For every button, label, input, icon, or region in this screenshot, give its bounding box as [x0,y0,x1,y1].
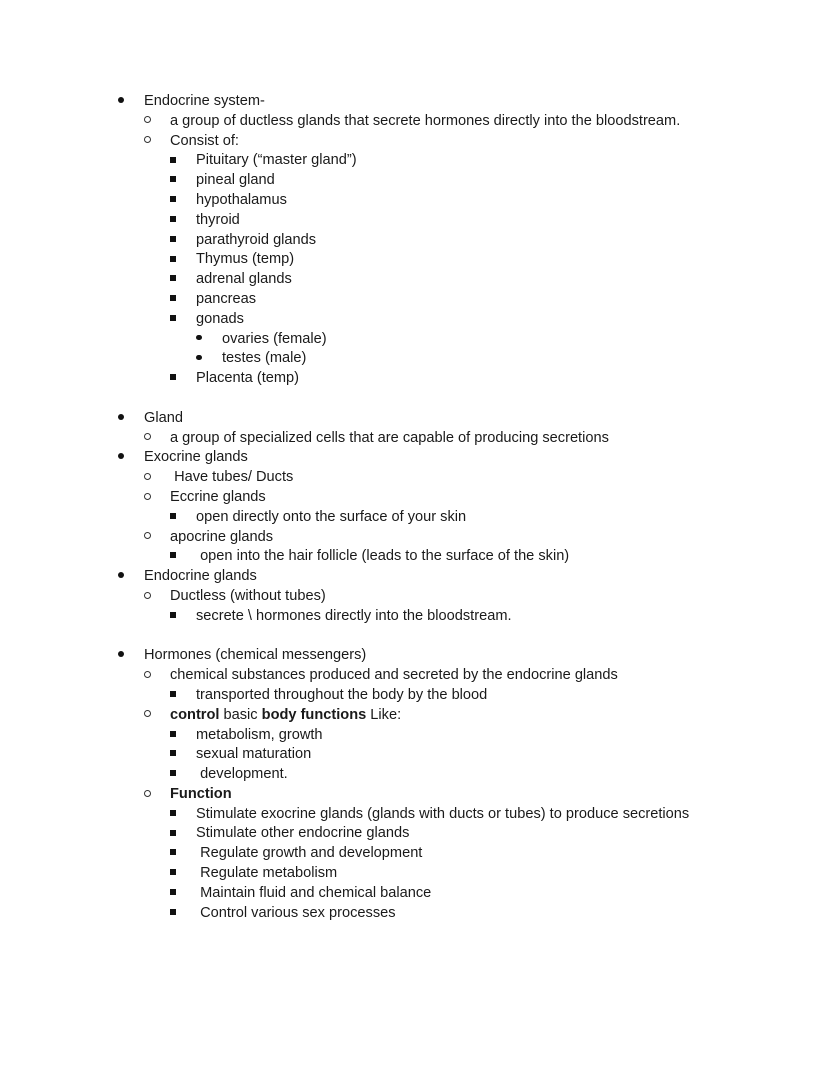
list-item-label: metabolism, growth [196,726,323,743]
list-item-ovaries [196,330,738,350]
list-item-testes [196,349,738,369]
list-item-label: hypothalamus [196,191,287,208]
list-item-label: testes (male) [222,350,307,367]
bullet-square-icon [170,824,190,844]
bullet-circle-icon [144,528,164,548]
sublist-endocrine-system [144,112,738,389]
list-item-adrenal-glands [170,270,738,290]
bullet-square-icon [170,171,190,191]
bullet-square-icon [170,508,190,528]
list-item-stimulate-exocrine [170,805,738,825]
list-item-label: secrete \ hormones directly into the bloodstream. [196,607,512,624]
list-item-placenta [170,369,738,389]
list-item-label: pancreas [196,290,257,307]
list-item-label: Stimulate exocrine glands (glands with ducts or tubes) to produce secretions [196,805,690,822]
list-item-label: ovaries (female) [222,330,327,347]
sublist-endocrine-glands [144,587,738,627]
bullet-square-icon [170,231,190,251]
list-item-gonads [170,310,738,369]
list-item-label: Hormones (chemical messengers) [144,647,367,664]
list-item-label: Eccrine glands [170,488,266,505]
list-item-label: adrenal glands [196,271,292,288]
list-item-label: Regulate metabolism [196,865,338,882]
bullet-circle-icon [144,429,164,449]
bullet-circle-icon [144,112,164,132]
list-item-pituitary [170,151,738,171]
bullet-square-icon [170,726,190,746]
bullet-circle-icon [144,587,164,607]
bullet-square-icon [170,290,190,310]
list-item-thymus [170,250,738,270]
sublist-hormones-definition [170,686,738,706]
list-item-label: transported throughout the body by the blood [196,686,488,703]
sublist-glands [170,151,738,389]
bullet-disc-icon [118,567,138,587]
list-item-endocrine-definition [144,112,738,132]
list-item-function [144,785,738,924]
bullet-square-icon [170,805,190,825]
list-item-label: Have tubes/ Ducts [170,469,294,486]
list-item-label: Regulate growth and development [196,845,423,862]
bullet-circle-icon [144,468,164,488]
list-item-label: Thymus (temp) [196,251,295,268]
sublist-exocrine-glands [144,468,738,567]
list-item-label: Stimulate other endocrine glands [196,825,410,842]
list-item-label: chemical substances produced and secreted by the endocrine glands [170,667,618,684]
outline-root [118,92,738,923]
list-item-thyroid [170,211,738,231]
bullet-square-icon [170,844,190,864]
bullet-disc-icon [118,92,138,112]
list-item-ductless-detail [170,607,738,627]
list-item-eccrine-detail [170,508,738,528]
bullet-disc-icon [118,409,138,429]
bullet-circle-icon [144,132,164,152]
bullet-square-icon [170,250,190,270]
list-item-label: control basic body functions Like: [170,706,402,723]
list-item-metabolism-growth [170,726,738,746]
sublist-control-items [170,726,738,785]
list-item-exocrine-glands [118,448,738,567]
list-item-consist-of [144,132,738,389]
list-item-control-body-functions [144,706,738,785]
list-item-label: thyroid [196,211,240,228]
bullet-square-icon [170,310,190,330]
list-item-label: parathyroid glands [196,231,317,248]
list-item-stimulate-endocrine [170,824,738,844]
list-item-endocrine-glands [118,567,738,626]
sublist-gland [144,429,738,449]
bullet-square-icon [170,211,190,231]
list-item-label: Gland [144,409,183,426]
list-item-apocrine-glands [144,528,738,568]
list-item-hormones [118,646,738,923]
bullet-disc-icon [118,448,138,468]
list-item-development [170,765,738,785]
bullet-square-icon [170,884,190,904]
sublist-apocrine-glands [170,547,738,567]
list-item-gland [118,409,738,449]
bullet-circle-icon [144,666,164,686]
bullet-square-icon [170,607,190,627]
list-item-label: pineal gland [196,172,275,189]
sublist-gonads [196,330,738,370]
bullet-disc-icon [118,646,138,666]
bullet-square-icon [170,369,190,389]
document-body [118,92,738,923]
list-item-label: development. [196,766,288,783]
list-item-gland-definition [144,429,738,449]
list-item-label: Consist of: [170,132,239,149]
list-item-regulate-growth [170,844,738,864]
list-item-hormones-definition [144,666,738,706]
list-item-sexual-maturation [170,745,738,765]
list-item-hypothalamus [170,191,738,211]
list-item-label: Maintain fluid and chemical balance [196,884,432,901]
list-item-eccrine-glands [144,488,738,528]
bullet-square-icon [170,745,190,765]
list-item-have-tubes-ducts [144,468,738,488]
bullet-square-icon [170,151,190,171]
list-item-regulate-metabolism [170,864,738,884]
bullet-circle-icon [144,488,164,508]
bullet-disc-icon [196,349,216,369]
list-item-label: open into the hair follicle (leads to the surface of the skin) [196,548,570,565]
list-item-label: Function [170,785,232,802]
bullet-disc-icon [196,330,216,350]
bullet-circle-icon [144,706,164,726]
list-item-label: Ductless (without tubes) [170,587,326,604]
list-item-control-sex-processes [170,904,738,924]
bullet-square-icon [170,270,190,290]
bullet-square-icon [170,547,190,567]
list-item-ductless [144,587,738,627]
list-item-pancreas [170,290,738,310]
bullet-square-icon [170,904,190,924]
list-item-label: a group of ductless glands that secrete hormones directly into the bloodstream. [170,112,681,129]
list-item-label: sexual maturation [196,746,312,763]
bullet-square-icon [170,686,190,706]
list-item-pineal-gland [170,171,738,191]
sublist-functions [170,805,738,924]
sublist-ductless [170,607,738,627]
list-item-maintain-balance [170,884,738,904]
list-item-transported [170,686,738,706]
list-item-label: apocrine glands [170,528,274,545]
list-item-label: gonads [196,310,244,327]
list-item-label: Exocrine glands [144,449,248,466]
list-item-label: Placenta (temp) [196,370,300,387]
sublist-eccrine-glands [170,508,738,528]
list-item-label: a group of specialized cells that are capable of producing secretions [170,429,609,446]
list-item-endocrine-system [118,92,738,389]
list-item-label: open directly onto the surface of your skin [196,508,467,525]
bullet-square-icon [170,864,190,884]
list-item-label: Endocrine glands [144,568,257,585]
bullet-square-icon [170,191,190,211]
sublist-hormones [144,666,738,923]
list-item-parathyroid-glands [170,231,738,251]
list-item-label: Pituitary (“master gland”) [196,152,357,169]
list-item-label: Endocrine system- [144,93,265,109]
list-item-label: Control various sex processes [196,904,396,921]
list-item-apocrine-detail [170,547,738,567]
bullet-square-icon [170,765,190,785]
bullet-circle-icon [144,785,164,805]
